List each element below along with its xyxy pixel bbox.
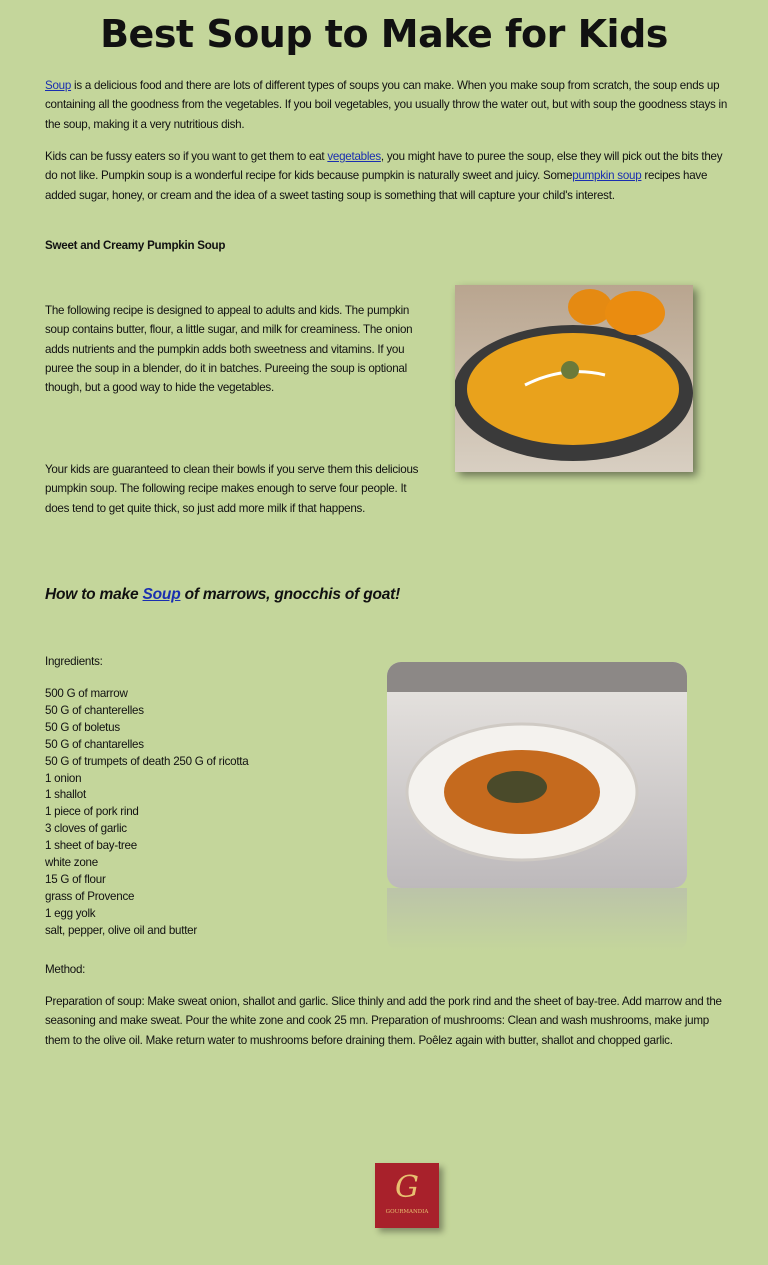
soup-link-2[interactable]: Soup — [142, 586, 181, 603]
method-paragraph: Preparation of soup: Make sweat onion, shallot and garlic. Slice thinly and add the pork rind and the sheet of bay-tree. Add marrow and the seasoning and make sweat. Pour the white zone and cook 25 mn. Preparation of mushrooms: Clean and wash mushrooms, make jump them to the olive oil. Make return water to mushrooms before draining them. Poêlez again with butter, shallot and chopped garlic. — [45, 995, 722, 1047]
ingredient-item: 1 sheet of bay-tree — [45, 839, 137, 853]
text: How to make — [45, 586, 143, 603]
ingredient-item: 50 G of boletus — [45, 720, 120, 734]
serving-paragraph: Your kids are guaranteed to clean their bowls if you serve them this delicious pumpkin soup. The following recipe makes enough to serve four people. It does tend to get quite thick, so just add more milk if that happens. — [45, 463, 419, 515]
ingredient-item: 15 G of flour — [45, 872, 106, 886]
logo-name: GOURMANDIA — [385, 1209, 429, 1215]
kids-paragraph — [45, 147, 730, 205]
ingredient-item: 50 G of chantarelles — [45, 737, 144, 751]
ingredient-item: 50 G of chanterelles — [45, 703, 144, 717]
pumpkin-soup-link[interactable]: pumpkin soup — [572, 169, 642, 183]
section-heading — [45, 585, 400, 604]
ingredient-item: 1 egg yolk — [45, 906, 96, 920]
ingredients-label: Ingredients: — [45, 655, 103, 668]
ingredient-item: 3 cloves of garlic — [45, 822, 127, 836]
ingredient-item: grass of Provence — [45, 889, 135, 903]
ingredient-item: 50 G of trumpets of death 250 G of ricotta — [45, 754, 249, 768]
logo-letter: G — [395, 1170, 419, 1205]
soup-link[interactable]: Soup — [45, 79, 72, 92]
ingredient-item: 1 shallot — [45, 788, 86, 802]
ingredient-item: white zone — [45, 856, 98, 870]
intro-paragraph — [45, 76, 735, 134]
text: of marrows, gnocchis of goat! — [180, 586, 401, 603]
text: Kids can be fussy eaters so if you want to get them to eat — [45, 150, 328, 163]
ingredient-item: 1 piece of pork rind — [45, 805, 139, 819]
recipe-heading: Sweet and Creamy Pumpkin Soup — [45, 239, 226, 252]
image-reflection — [387, 888, 687, 952]
text: , you might have to puree the soup, else they will pick out the bits they do not like. Pumpkin soup is a wonderful recipe for kids because pumpkin is naturally sweet and juicy. Some — [45, 150, 723, 183]
ingredient-item: 1 onion — [45, 771, 82, 785]
intro-text: is a delicious food and there are lots of different types of soups you can make. When you make soup from scratch, the soup ends up containing all the goodness from the vegetables. If you boil vegetables, you usually throw the water out, but with soup the goodness stays in the soup, making it a very nutritious dish. — [45, 79, 728, 131]
marrow-soup-image — [387, 662, 687, 888]
method-label: Method: — [45, 963, 86, 976]
recipe-paragraph: The following recipe is designed to appeal to adults and kids. The pumpkin soup contains butter, flour, a little sugar, and milk for creaminess. The onion adds nutrients and the pumpkin adds both sweetness and vitamins. If you puree the soup in a blender, do it in batches. Pureeing the soup is optional though, but a good way to hide the vegetables. — [45, 304, 413, 395]
ingredient-item: salt, pepper, olive oil and butter — [45, 923, 197, 937]
pumpkin-soup-image — [455, 285, 693, 472]
page-title: Best Soup to Make for Kids — [100, 12, 668, 56]
ingredients-list — [45, 686, 248, 940]
gourmandia-logo — [375, 1163, 439, 1228]
ingredient-item: 500 G of marrow — [45, 687, 128, 700]
text: recipes have added sugar, honey, or cream and the idea of a sweet tasting soup is something that will capture your child's interest. — [45, 169, 708, 202]
vegetables-link[interactable]: vegetables — [327, 150, 381, 163]
